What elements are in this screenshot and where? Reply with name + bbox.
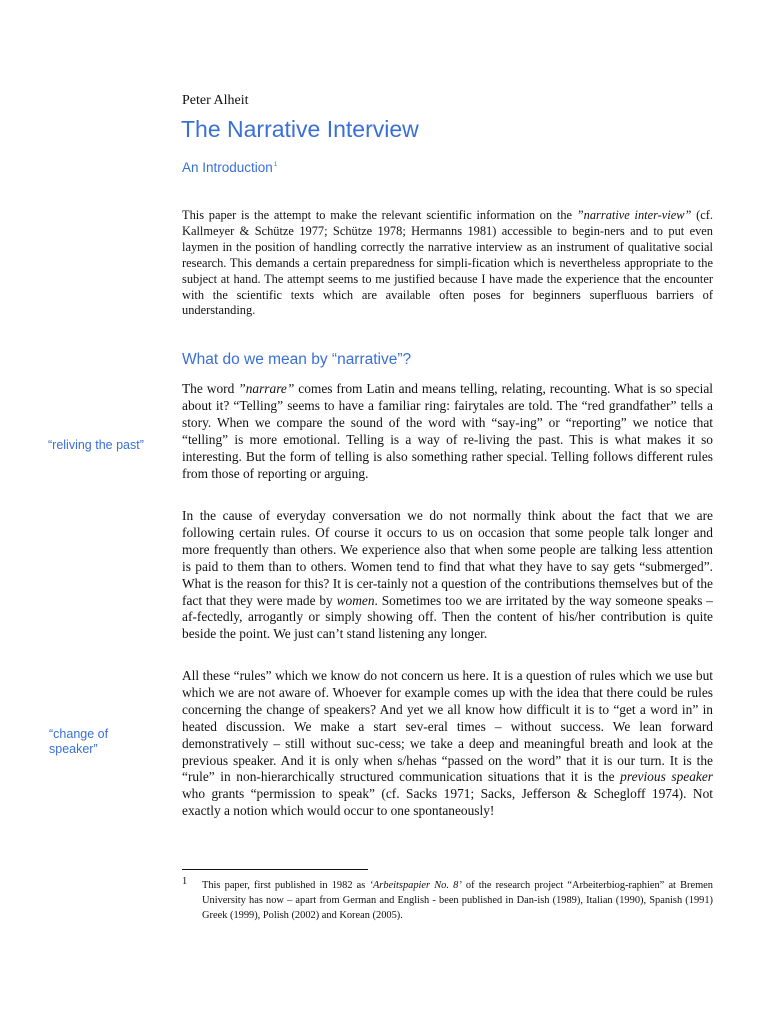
author-name: Peter Alheit: [182, 93, 249, 108]
paragraph-3-text-start: All these “rules” which we know do not concern us here. It is a question of rules which we use but which we are not aware of. Whoever for example comes up with the idea that there could be rules concerning the change of speakers? And yet we all know how difficult it is to “get a word in” in heated discussion. We make a start sev-eral times – without success. We lean forward demonstratively – still without suc-cess; we take a deep and meaningful breath and look at the previous speaker. And it is only when s/hehas “passed on the word” that it is our turn. It is the “rule” in non-hierarchically structured communication situations that it is the: [182, 668, 713, 785]
footnote-reference[interactable]: 1: [273, 162, 278, 168]
document-title: The Narrative Interview: [181, 116, 419, 142]
footnote-text-end: of the research project “Arbeiterbiog-raphien” at Bremen University has now – apart from German and English - been published in Dan-ish (1989), Italian (1990), Spanish (1991) Greek (1999), Polish (2002) and Korean (2005).: [202, 880, 713, 921]
paragraph-3-text-end: who grants “permission to speak” (cf. Sacks 1971; Sacks, Jefferson & Schegloff 1974). Not exactly a notion which would occur to one spontaneously!: [182, 786, 713, 819]
margin-note-reliving: “reliving the past”: [48, 438, 144, 452]
paragraph-1-emphasis: ”narrare”: [238, 381, 295, 396]
paragraph-1-text-end: comes from Latin and means telling, relating, recounting. What is so special about it? “Telling” seems to have a familiar ring: fairytales are told. The “red grandfather” tells a story. When we compare the sound of the word with “say-ing” or “reporting” we notice that “telling” is more emotional. Telling is a way of re-living the past. This is what makes it so interesting. But the form of telling is also something rather special. Telling follows different rules from those of reporting or arguing.: [182, 381, 713, 481]
paragraph-2-text-end: . Sometimes too we are irritated by the way someone speaks – af-fectedly, arrogantly or simply showing off. Then the content of his/her contribution is quite beside the point. We just can’t stand listening any longer.: [182, 592, 713, 642]
paragraph-2-text-start: In the cause of everyday conversation we do not normally think about the fact that we are following certain rules. Of course it occurs to us on occasion that some people talk longer and more frequently than others. We experience also that when some people are talking less attention is paid to them than to others. Women tend to find that what they have to say gets “submerged”. What is the reason for this? It is cer-tainly not a question of the contributions themselves but of the fact that they were made by: [182, 508, 713, 608]
footnote-text: [202, 878, 713, 923]
paragraph-1-text-start: The word: [182, 381, 239, 396]
body-paragraph-2: [182, 508, 713, 643]
document-subtitle: [182, 160, 277, 175]
footnote-number: 1: [182, 876, 188, 887]
body-paragraph-1: [182, 381, 713, 482]
abstract-paragraph: [182, 208, 713, 319]
paragraph-3-emphasis: previous speaker: [620, 769, 714, 785]
subtitle-text: An Introduction: [182, 160, 273, 175]
footnote-emphasis: ‘Arbeitspapier No. 8’: [369, 880, 462, 891]
body-paragraph-3: [182, 668, 713, 820]
footnote-divider: [182, 869, 368, 870]
abstract-text-end: (cf. Kallmeyer & Schütze 1977; Schütze 1978; Hermanns 1981) accessible to begin-ners and to put even laymen in the position of handling correctly the narrative interview as an instrument of qualitative social research. This demands a certain preparedness for simpli-fication which is nevertheless appropriate to the subject at hand. The attempt seems to me justified because I have made the experience that the encounter with the scientific texts which are available often poses for beginners superfluous barriers of understanding.: [182, 208, 714, 318]
footnote-text-start: This paper, first published in 1982 as: [202, 880, 370, 891]
paragraph-2-emphasis: women: [336, 592, 375, 608]
abstract-emphasis: ”narrative inter-view”: [576, 208, 692, 222]
section-heading: What do we mean by “narrative”?: [182, 351, 412, 368]
margin-note-change-of-speaker: “change of speaker”: [49, 727, 109, 756]
abstract-text-start: This paper is the attempt to make the relevant scientific information on the: [182, 208, 577, 222]
